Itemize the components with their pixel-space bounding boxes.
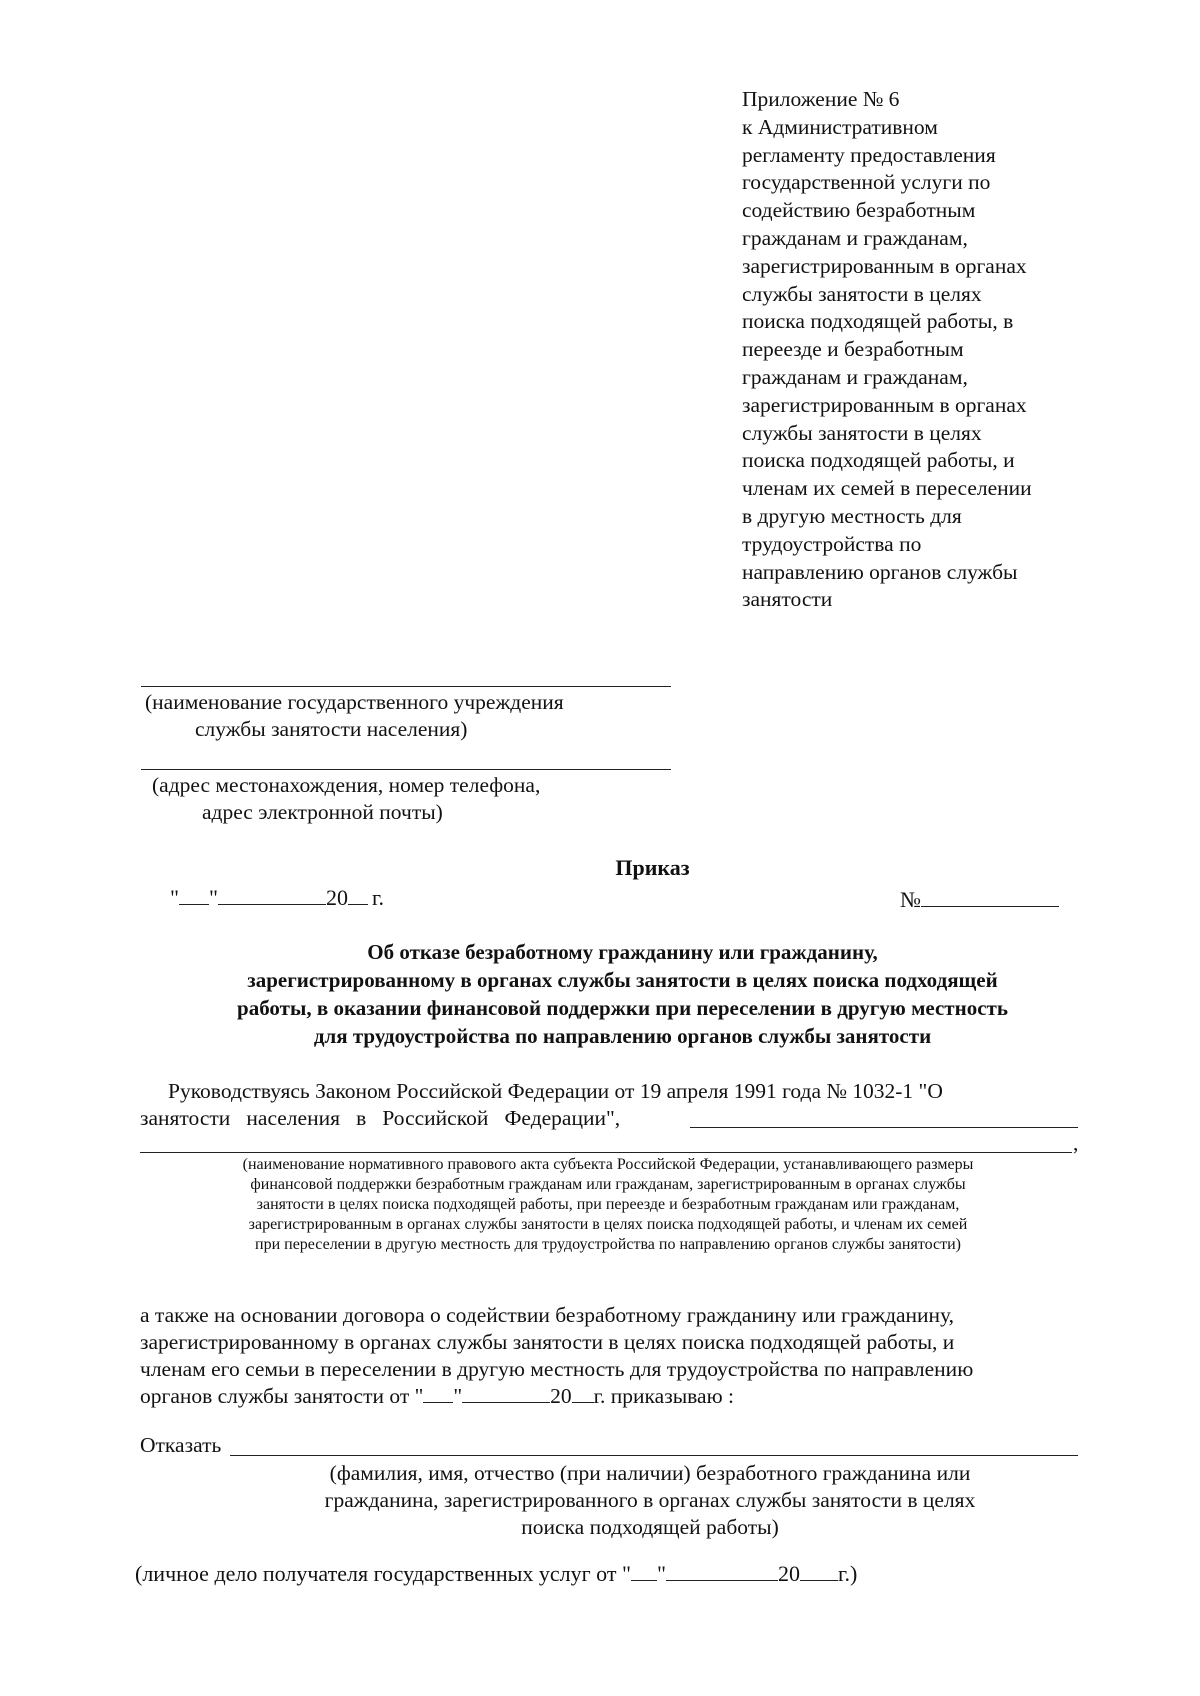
institution-address-line[interactable] [141,769,671,770]
appendix-line: в другую местность для [742,503,962,528]
appendix-line: гражданам и гражданам, [742,364,968,389]
refuse-caption [260,1460,1040,1541]
personal-file-suffix: г.) [837,1561,858,1586]
appendix-line: переезде и безработным [742,337,964,362]
refuse-name-field[interactable] [230,1455,1078,1456]
date-day-field[interactable] [179,886,209,905]
institution-name-caption: (наименование государственного учреждения [145,690,564,714]
appendix-line: к Административном [742,114,938,139]
appendix-line: направлению органов службы [742,559,1018,584]
appendix-line: членам их семей в переселении [742,476,1032,501]
institution-name-line[interactable] [141,686,671,687]
basis-line-2: занятости населения в Российской Федерации", [140,1106,621,1130]
appendix-line: Приложение № 6 [742,87,900,111]
personal-file-year-prefix: 20 [777,1561,800,1586]
basis-caption [138,1155,1078,1255]
refuse-caption-line: гражданина, зарегистрированного в органах службы занятости в целях [324,1488,976,1512]
date-quote: " [208,885,218,910]
heading-line: работы, в оказании финансовой поддержки при переселении в другую местность [237,996,1008,1020]
refuse-caption-line: (фамилия, имя, отчество (при наличии) безработного гражданина или [329,1461,971,1485]
personal-file-month-field[interactable] [666,1562,778,1581]
contract-date-prefix: органов службы занятости от " [140,1384,424,1408]
order-title: Приказ [615,855,690,880]
contract-month-field[interactable] [462,1384,550,1403]
contract-line: членам его семьи в переселении в другую местность для трудоустройства по направлению [140,1357,974,1381]
date-quote: " [656,1561,666,1586]
basis-caption-line: зарегистрированным в органах службы занятости в целях поиска подходящей работы, и членам их семей [248,1216,968,1233]
order-number [900,887,1059,913]
appendix-line: зарегистрированным в органах [742,253,1027,278]
number-label: № [900,887,921,912]
order-number-field[interactable] [921,888,1059,907]
contract-date-line [140,1383,734,1410]
appendix-line: занятости [742,587,833,612]
appendix-line: службы занятости в целях [742,420,982,445]
basis-act-field[interactable] [690,1127,1078,1128]
appendix-block [742,86,1142,614]
basis-caption-line: финансовой поддержки безработным гражданам или гражданам, зарегистрированным в органах службы [250,1176,966,1193]
date-quote: " [170,885,179,910]
personal-file-day-field[interactable] [631,1562,657,1581]
basis-line-1: Руководствуясь Законом Российской Федерации от 19 апреля 1991 года № 1032-1 "О [168,1079,943,1103]
date-year-field[interactable] [348,886,368,905]
personal-file-year-field[interactable] [800,1562,838,1581]
appendix-line: службы занятости в целях [742,281,982,306]
refuse-caption-line: поиска подходящей работы) [521,1515,779,1539]
contract-line: а также на основании договора о содействии безработному гражданину или гражданину, [140,1303,955,1327]
date-month-field[interactable] [218,886,326,905]
personal-file-line [135,1560,857,1587]
appendix-line: трудоустройства по [742,531,922,556]
order-heading [130,938,1115,1050]
contract-year-prefix: 20 [550,1384,572,1408]
basis-act-field-2[interactable] [140,1152,1072,1153]
contract-date-suffix: г. приказываю : [593,1384,734,1408]
basis-caption-line: (наименование нормативного правового акта субъекта Российской Федерации, устанавливающего размеры [242,1156,974,1173]
appendix-line: содействию безработным [742,198,976,223]
heading-line: для трудоустройства по направлению органов службы занятости [313,1024,932,1048]
institution-name-caption: службы занятости населения) [195,717,468,741]
institution-address-caption: (адрес местонахождения, номер телефона, [152,773,541,797]
contract-day-field[interactable] [423,1384,453,1403]
institution-address-caption: адрес электронной почты) [202,800,443,824]
contract-line: зарегистрированному в органах службы занятости в целях поиска подходящей работы, и [140,1330,955,1354]
appendix-line: поиска подходящей работы, и [742,448,1015,473]
personal-file-prefix: (личное дело получателя государственных услуг от " [135,1561,631,1586]
heading-line: Об отказе безработному гражданину или гражданину, [367,940,878,964]
appendix-line: государственной услуги по [742,170,991,195]
appendix-line: зарегистрированным в органах [742,392,1027,417]
contract-year-field[interactable] [572,1384,594,1403]
heading-line: зарегистрированному в органах службы занятости в целях поиска подходящей [247,968,998,992]
refuse-label: Отказать [140,1433,222,1457]
date-quote: " [453,1384,463,1408]
basis-caption-line: при переселении в другую местность для трудоустройства по направлению органов службы занятости) [255,1236,961,1253]
appendix-line: гражданам и гражданам, [742,225,968,250]
order-date [170,885,384,911]
basis-comma: , [1073,1131,1079,1155]
basis-caption-line: занятости в целях поиска подходящей работы, при переезде и безработным гражданам или гражданам, [256,1196,960,1213]
appendix-line: регламенту предоставления [742,142,996,167]
date-year-prefix: 20 [325,885,348,910]
date-year-suffix: г. [371,885,385,910]
appendix-line: поиска подходящей работы, в [742,309,1014,334]
